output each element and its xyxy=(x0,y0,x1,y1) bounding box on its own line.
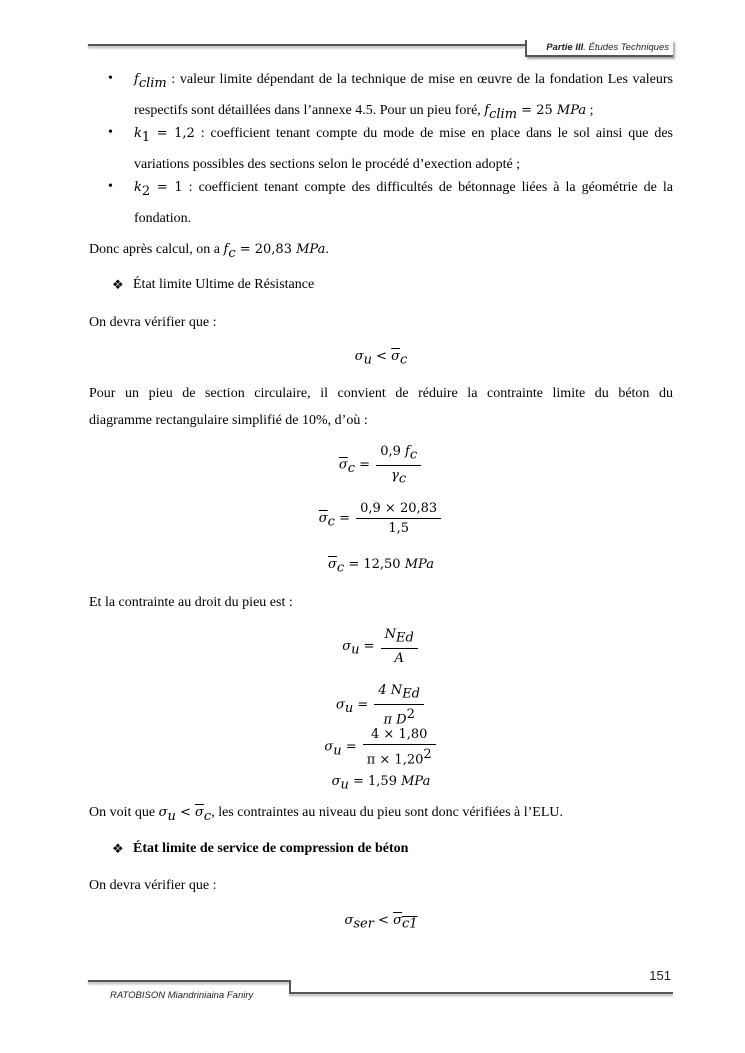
footer-author: RATOBISON Miandriniaina Faniry xyxy=(110,990,254,1001)
section-heading-els: État limite de service de compression de béton xyxy=(133,841,409,856)
bullet-marker: • xyxy=(108,179,113,194)
bullet-marker: • xyxy=(108,125,113,140)
footer-rule xyxy=(88,980,291,982)
bullet-marker: • xyxy=(108,71,113,86)
diamond-bullet-icon: ❖ xyxy=(112,277,124,292)
page-number: 151 xyxy=(649,968,671,983)
result-fc: Donc après calcul, on a $f_c = 20,83$ MPa. xyxy=(89,242,329,261)
bullet-fclim: $f_{clim}$ : valeur limite dépendant de la technique de mise en œuvre de la fondation Les valeurs respectifs sont détaillées dans l’annexe 4.5. Pour un pieu foré, $f_{clim} = 25$ MPa ; xyxy=(134,72,673,122)
paragraph-reduction: Pour un pieu de section circulaire, il convient de réduire la contrainte limite du béton du diagramme rectangulaire simplifié de 10%, d’où : xyxy=(89,386,673,428)
running-header: Partie III. Études Techniques xyxy=(546,42,669,53)
verify-text: On devra vérifier que : xyxy=(89,315,217,330)
bullet-k1: $k_1 = 1,2$ : coefficient tenant compte du mode de mise en place dans le sol ainsi que des variations possibles des sections selon le procédé d’exection adopté ; xyxy=(134,126,673,172)
conclusion-elu: On voit que $\sigma_u < \overline{\sigma}_c$, les contraintes au niveau du pieu sont donc vérifiées à l’ELU. xyxy=(89,805,564,824)
inequality-els: $\sigma_{ser} < \overline{\sigma}_{c1}$ xyxy=(344,913,418,932)
bullet-k2: $k_2 = 1$ : coefficient tenant compte des difficultés de bétonnage liées à la géométrie de la fondation. xyxy=(134,180,673,226)
equation-sigma-c-numeric: $\overline{\sigma}_c$ = $\frac{0,9 \times 20,83}{1,5}$ xyxy=(89,501,673,536)
header-rule xyxy=(88,44,525,46)
equation-sigma-u-expanded: $\sigma_u$ = $\frac{4 N_{Ed}}{\pi D^2}$ xyxy=(89,683,673,727)
diamond-bullet-icon: ❖ xyxy=(112,841,124,856)
paragraph-contrainte: Et la contrainte au droit du pieu est : xyxy=(89,595,293,610)
equation-sigma-u-result: $\sigma_u = 1,59$ MPa xyxy=(331,774,431,793)
inequality-elu: $\sigma_u < \overline{\sigma}_c$ xyxy=(354,349,408,368)
footer-rule xyxy=(289,992,673,994)
section-heading-elu: État limite Ultime de Résistance xyxy=(133,277,315,292)
verify-text: On devra vérifier que : xyxy=(89,878,217,893)
equation-sigma-u-numeric: $\sigma_u$ = $\frac{4 \times 1,80}{\pi \times 1,20^2}$ xyxy=(89,727,673,767)
equation-sigma-c-result: $\overline{\sigma}_c = 12,50$ MPa xyxy=(328,557,434,576)
equation-sigma-c-formula: $\overline{\sigma}_c$ = $\frac{0,9 f_c}{\gamma_c}$ xyxy=(89,444,673,486)
equation-sigma-u-formula: $\sigma_u$ = $\frac{N_{Ed}}{A}$ xyxy=(89,627,673,666)
